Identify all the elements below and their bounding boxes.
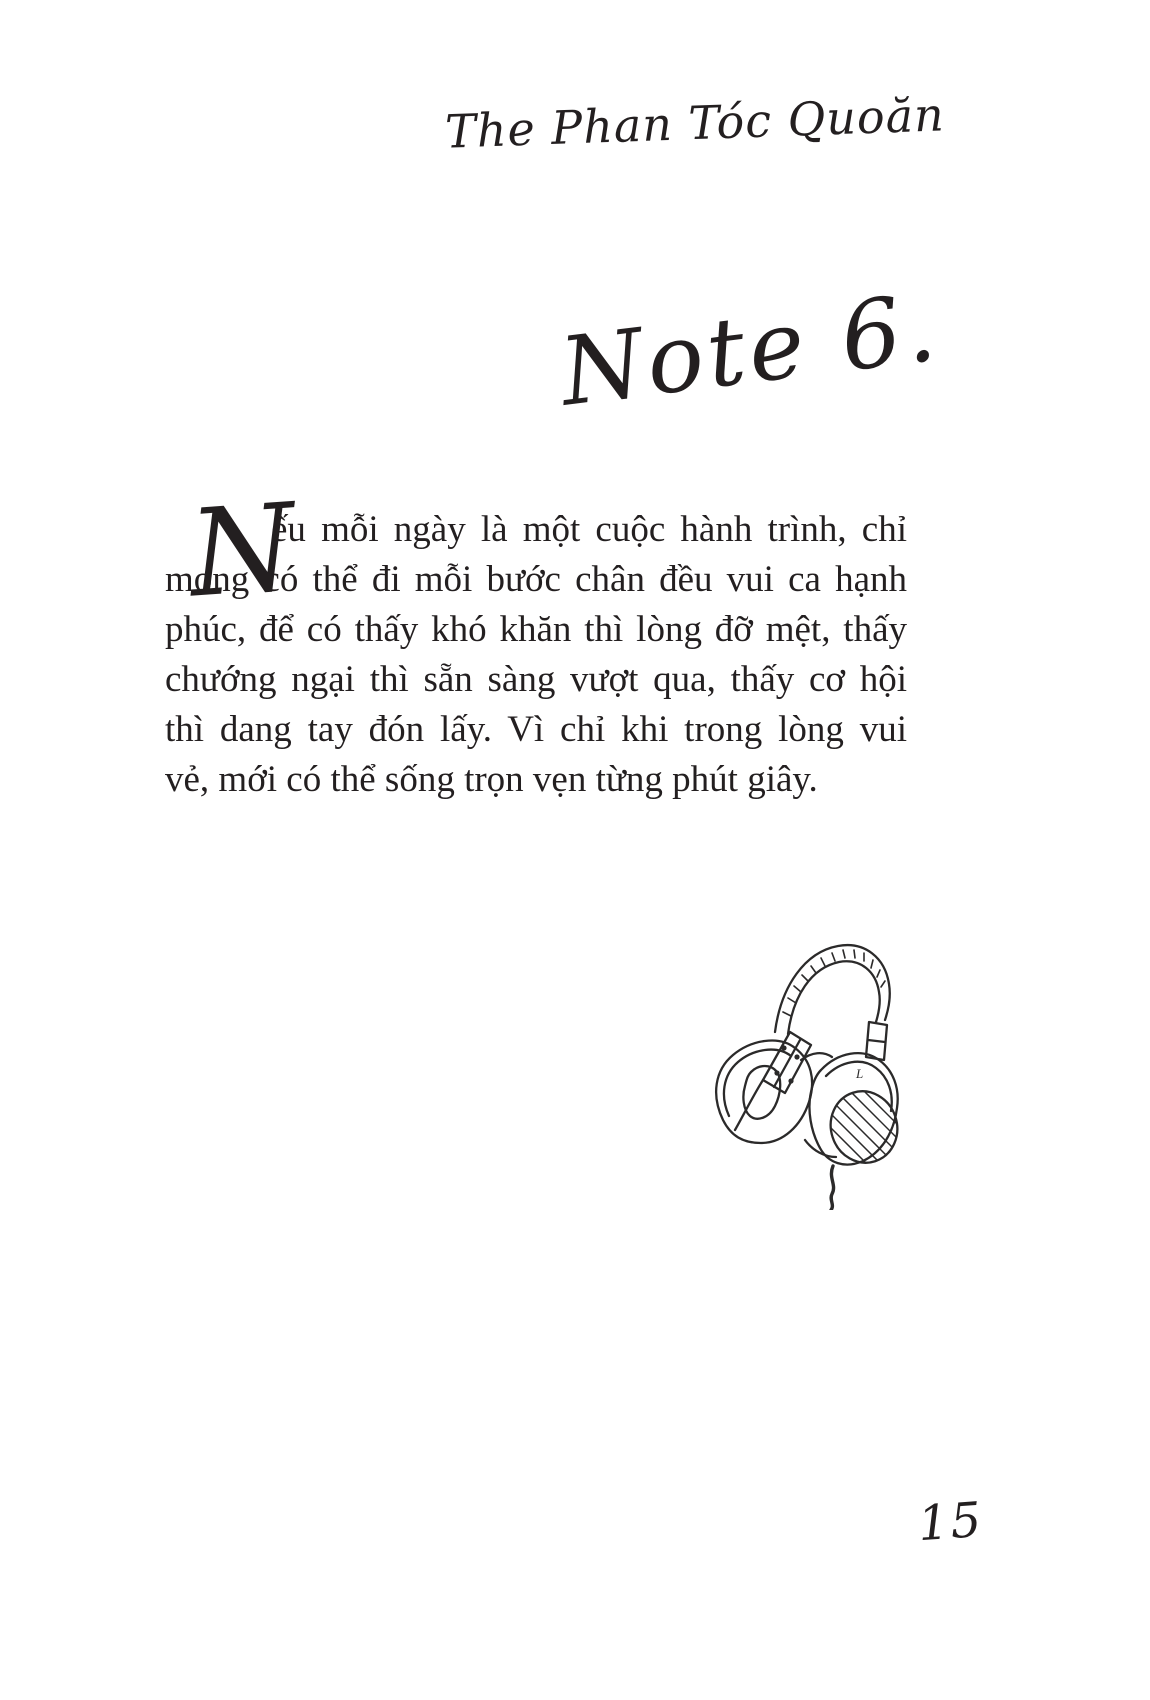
body-line: mong có thể đi mỗi bước chân đều vui ca hạnh	[165, 559, 907, 600]
headphones-illustration	[693, 880, 903, 1210]
body-line: ếu mỗi ngày là một cuộc hành trình, chỉ	[271, 509, 907, 550]
left-channel-marking: L	[856, 1066, 864, 1081]
driver-hatching	[789, 1062, 903, 1210]
headband-outline	[775, 945, 890, 1032]
dropcap-letter: N	[185, 478, 300, 625]
headphone-cable	[831, 1166, 834, 1210]
body-line: thì dang tay đón lấy. Vì chỉ khi trong lòng vui	[165, 709, 907, 750]
author-signature: The Phan Tóc Quoăn	[444, 87, 946, 159]
body-line: vẻ, mới có thể sống trọn vẹn từng phút giây.	[165, 759, 818, 800]
body-line: phúc, để có thấy khó khăn thì lòng đỡ mệt, thấy	[165, 609, 907, 650]
page-number: 15	[916, 1491, 985, 1553]
headband-tick-marks	[783, 950, 885, 1016]
note-title: Note 6.	[554, 273, 946, 428]
body-line: chướng ngại thì sẵn sàng vượt qua, thấy cơ hội	[165, 659, 907, 700]
